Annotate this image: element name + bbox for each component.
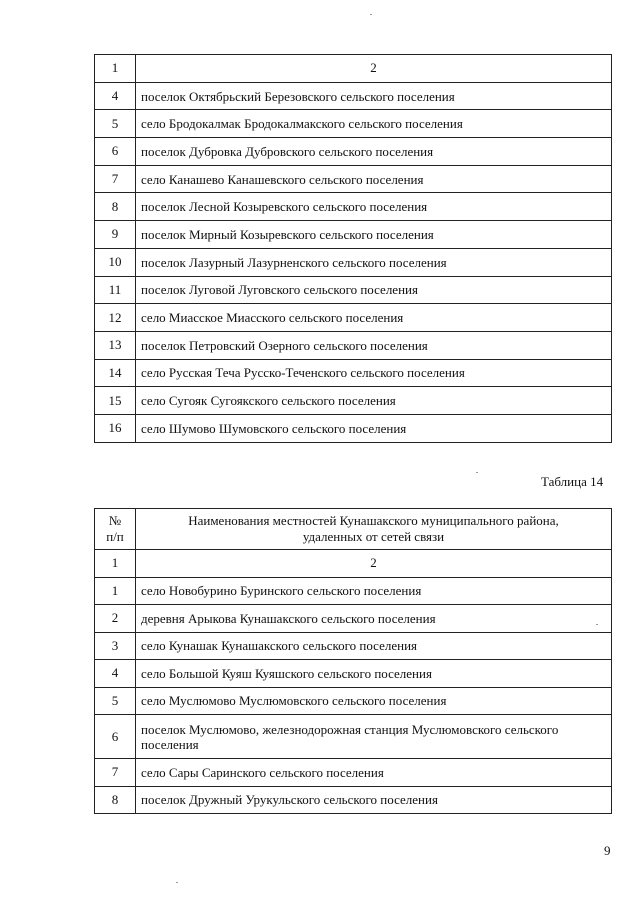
- row-number: 11: [95, 276, 136, 304]
- row-number: 6: [95, 138, 136, 166]
- scan-speck: [370, 14, 372, 15]
- table-row: [95, 248, 612, 276]
- settlement-name: поселок Октябрьский Березовского сельского поселения: [136, 82, 612, 110]
- table-row: [95, 331, 612, 359]
- table-row: [95, 193, 612, 221]
- row-number: 7: [95, 165, 136, 193]
- settlements-table-continued: [94, 54, 612, 443]
- row-number: 15: [95, 387, 136, 415]
- index-cell: 2: [136, 550, 612, 578]
- table-index-row: [95, 550, 612, 578]
- settlement-name: поселок Дубровка Дубровского сельского поселения: [136, 138, 612, 166]
- header-number-line1: №: [108, 513, 122, 528]
- settlement-name: поселок Петровский Озерного сельского поселения: [136, 331, 612, 359]
- table-row: [95, 165, 612, 193]
- settlement-name: село Новобурино Буринского сельского поселения: [136, 577, 612, 605]
- settlement-name: село Муслюмово Муслюмовского сельского поселения: [136, 687, 612, 715]
- table-row: [95, 221, 612, 249]
- table-row: [95, 605, 612, 633]
- table-row: [95, 82, 612, 110]
- settlement-name: поселок Дружный Урукульского сельского поселения: [136, 786, 612, 814]
- table-row: [95, 632, 612, 660]
- row-number: 16: [95, 414, 136, 442]
- table-row: [95, 304, 612, 332]
- column-header-name: [136, 509, 612, 550]
- settlement-name: поселок Муслюмово, железнодорожная станция Муслюмовского сельского поселения: [136, 715, 612, 759]
- table-row: [95, 387, 612, 415]
- settlement-name: село Большой Куяш Куяшского сельского поселения: [136, 660, 612, 688]
- row-number: 4: [95, 660, 136, 688]
- settlement-name: село Русская Теча Русско-Теченского сельского поселения: [136, 359, 612, 387]
- column-header-number: [95, 509, 136, 550]
- scan-speck: [476, 472, 478, 473]
- settlement-name: деревня Арыкова Кунашакского сельского поселения: [136, 605, 612, 633]
- row-number: 3: [95, 632, 136, 660]
- header-number-line2: п/п: [106, 529, 124, 544]
- header-cell: 2: [136, 55, 612, 83]
- header-cell: 1: [95, 55, 136, 83]
- scan-speck: [596, 624, 598, 625]
- table-row: [95, 715, 612, 759]
- settlement-name: поселок Лазурный Лазурненского сельского поселения: [136, 248, 612, 276]
- row-number: 12: [95, 304, 136, 332]
- table-row: [95, 577, 612, 605]
- table-header-row: [95, 509, 612, 550]
- row-number: 7: [95, 759, 136, 787]
- table-row: [95, 786, 612, 814]
- row-number: 10: [95, 248, 136, 276]
- row-number: 5: [95, 687, 136, 715]
- table-row: [95, 687, 612, 715]
- settlement-name: село Кунашак Кунашакского сельского поселения: [136, 632, 612, 660]
- settlement-name: село Канашево Канашевского сельского поселения: [136, 165, 612, 193]
- settlements-table-14: [94, 508, 612, 814]
- row-number: 13: [95, 331, 136, 359]
- page-number: 9: [604, 843, 611, 858]
- table-row: [95, 759, 612, 787]
- row-number: 5: [95, 110, 136, 138]
- settlement-name: село Сары Саринского сельского поселения: [136, 759, 612, 787]
- row-number: 1: [95, 577, 136, 605]
- table-row: [95, 660, 612, 688]
- settlement-name: поселок Лесной Козыревского сельского поселения: [136, 193, 612, 221]
- row-number: 2: [95, 605, 136, 633]
- header-name-line2: удаленных от сетей связи: [302, 529, 445, 544]
- row-number: 8: [95, 786, 136, 814]
- table-caption: Таблица 14: [541, 474, 604, 489]
- table-row: [95, 359, 612, 387]
- settlement-name: село Шумово Шумовского сельского поселения: [136, 414, 612, 442]
- table-row: [95, 138, 612, 166]
- settlement-name: село Сугояк Сугоякского сельского поселения: [136, 387, 612, 415]
- settlement-name: поселок Луговой Луговского сельского поселения: [136, 276, 612, 304]
- row-number: 6: [95, 715, 136, 759]
- index-cell: 1: [95, 550, 136, 578]
- table-row: [95, 276, 612, 304]
- row-number: 14: [95, 359, 136, 387]
- scan-speck: [176, 882, 178, 883]
- settlement-name: поселок Мирный Козыревского сельского поселения: [136, 221, 612, 249]
- settlement-name: село Бродокалмак Бродокалмакского сельского поселения: [136, 110, 612, 138]
- row-number: 8: [95, 193, 136, 221]
- settlement-name: село Миасское Миасского сельского поселения: [136, 304, 612, 332]
- row-number: 9: [95, 221, 136, 249]
- row-number: 4: [95, 82, 136, 110]
- table-header-row: [95, 55, 612, 83]
- table-row: [95, 110, 612, 138]
- table-row: [95, 414, 612, 442]
- header-name-line1: Наименования местностей Кунашакского муниципального района,: [188, 513, 559, 528]
